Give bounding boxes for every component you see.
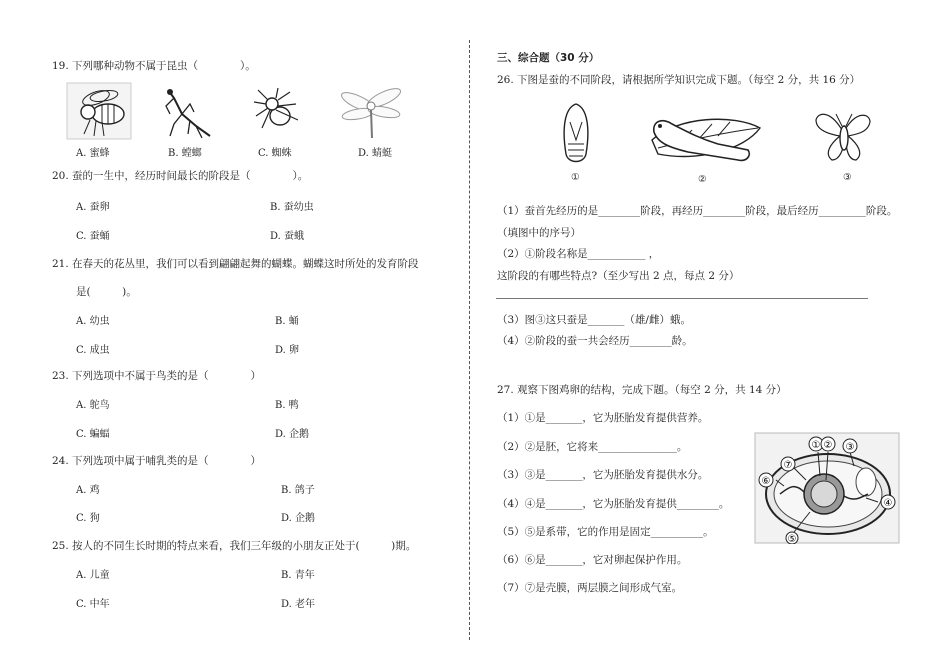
q25-option-a: A. 儿童: [76, 570, 110, 581]
section-heading: 三、综合题（30 分）: [497, 52, 600, 64]
egg-structure-diagram: [754, 432, 900, 544]
q21-option-b: B. 蛹: [275, 316, 299, 327]
pupa-icon: [556, 100, 596, 172]
q27-item-4: （4）④是_______，它为胚胎发育提供________。: [497, 498, 730, 510]
mantis-icon: [160, 84, 216, 140]
q25-option-d: D. 老年: [281, 599, 316, 610]
q21-option-d: D. 卵: [275, 345, 300, 356]
q20-option-a: A. 蚕卵: [76, 202, 110, 213]
question-26: 26. 下图是蚕的不同阶段，请根据所学知识完成下题。（每空 2 分，共 16 分）: [497, 74, 861, 86]
q27-item-1: （1）①是_______，它为胚胎发育提供营养。: [497, 412, 709, 424]
question-21-line2: 是( )。: [76, 286, 137, 298]
stage-caption-2: ②: [698, 174, 707, 185]
q25-option-c: C. 中年: [76, 599, 110, 610]
q21-option-a: A. 幼虫: [76, 316, 110, 327]
q26-sub3: （3）图③这只蚕是_______（雄/雌）蛾。: [497, 314, 691, 326]
q26-sub1-line2: （填图中的序号）: [497, 227, 581, 239]
egg-label-1: ①: [811, 440, 821, 451]
answer-line: [496, 298, 868, 299]
egg-label-3: ③: [845, 442, 855, 453]
question-23: 23. 下列选项中不属于鸟类的是（ ）: [52, 370, 262, 382]
q23-option-d: D. 企鹅: [275, 429, 310, 440]
q26-sub4: （4）②阶段的蚕一共会经历________龄。: [497, 335, 693, 347]
q24-option-b: B. 鸽子: [281, 485, 315, 496]
q25-option-b: B. 青年: [281, 570, 315, 581]
egg-label-7: ⑦: [783, 460, 793, 471]
q24-option-a: A. 鸡: [76, 485, 100, 496]
q20-option-b: B. 蚕幼虫: [270, 202, 314, 213]
q27-item-6: （6）⑥是_______，它对卵起保护作用。: [497, 554, 688, 566]
q27-item-5: （5）⑤是系带，它的作用是固定__________。: [497, 526, 714, 538]
egg-label-4: ④: [883, 498, 893, 509]
q24-option-c: C. 狗: [76, 513, 100, 524]
stage-caption-1: ①: [571, 172, 580, 183]
q20-option-d: D. 蚕蛾: [270, 231, 305, 242]
stage-caption-3: ③: [843, 172, 852, 183]
egg-label-2: ②: [823, 440, 833, 451]
spider-icon: [250, 86, 302, 136]
q23-option-a: A. 鸵鸟: [76, 400, 110, 411]
q26-sub1-line1: （1）蚕首先经历的是________阶段，再经历________阶段，最后经历_________阶段。: [497, 205, 898, 217]
q27-item-7: （7）⑦是壳膜，两层膜之间形成气室。: [497, 582, 683, 594]
q27-item-3: （3）③是_______，它为胚胎发育提供水分。: [497, 469, 709, 481]
egg-label-6: ⑥: [761, 476, 771, 487]
q24-option-d: D. 企鹅: [281, 513, 316, 524]
q19-option-c: C. 蜘蛛: [258, 148, 292, 159]
column-divider: [469, 40, 470, 640]
q27-item-2: （2）②是胚，它将来_______________。: [497, 441, 688, 453]
moth-icon: [812, 104, 874, 166]
question-20: 20. 蚕的一生中，经历时间最长的阶段是（ ）。: [52, 170, 309, 182]
q23-option-c: C. 蝙蝠: [76, 429, 110, 440]
question-19: 19. 下列哪种动物不属于昆虫（ ）。: [52, 60, 256, 72]
question-21-line1: 21. 在春天的花丛里，我们可以看到翩翩起舞的蝴蝶。蝴蝶这时所处的发育阶段: [52, 258, 419, 270]
q20-option-c: C. 蚕蛹: [76, 231, 110, 242]
q23-option-b: B. 鸭: [275, 400, 299, 411]
question-24: 24. 下列选项中属于哺乳类的是（ ）: [52, 455, 262, 467]
bee-icon: [66, 82, 132, 140]
question-27: 27. 观察下图鸡卵的结构，完成下题。（每空 2 分，共 14 分）: [497, 384, 787, 396]
q26-sub2-line2: 这阶段的有哪些特点?（至少写出 2 点，每点 2 分）: [497, 270, 740, 282]
q21-option-c: C. 成虫: [76, 345, 110, 356]
q19-option-a: A. 蜜蜂: [76, 148, 110, 159]
egg-label-5: ⑤: [787, 534, 797, 544]
dragonfly-icon: [338, 84, 404, 140]
q19-option-d: D. 蜻蜓: [358, 148, 393, 159]
question-25: 25. 按人的不同生长时期的特点来看，我们三年级的小朋友正处于( )期。: [52, 540, 417, 552]
q26-sub2-line1: （2）①阶段名称是___________ ，: [497, 248, 660, 260]
q19-option-b: B. 螳螂: [168, 148, 202, 159]
larva-on-leaf-icon: [648, 110, 764, 168]
